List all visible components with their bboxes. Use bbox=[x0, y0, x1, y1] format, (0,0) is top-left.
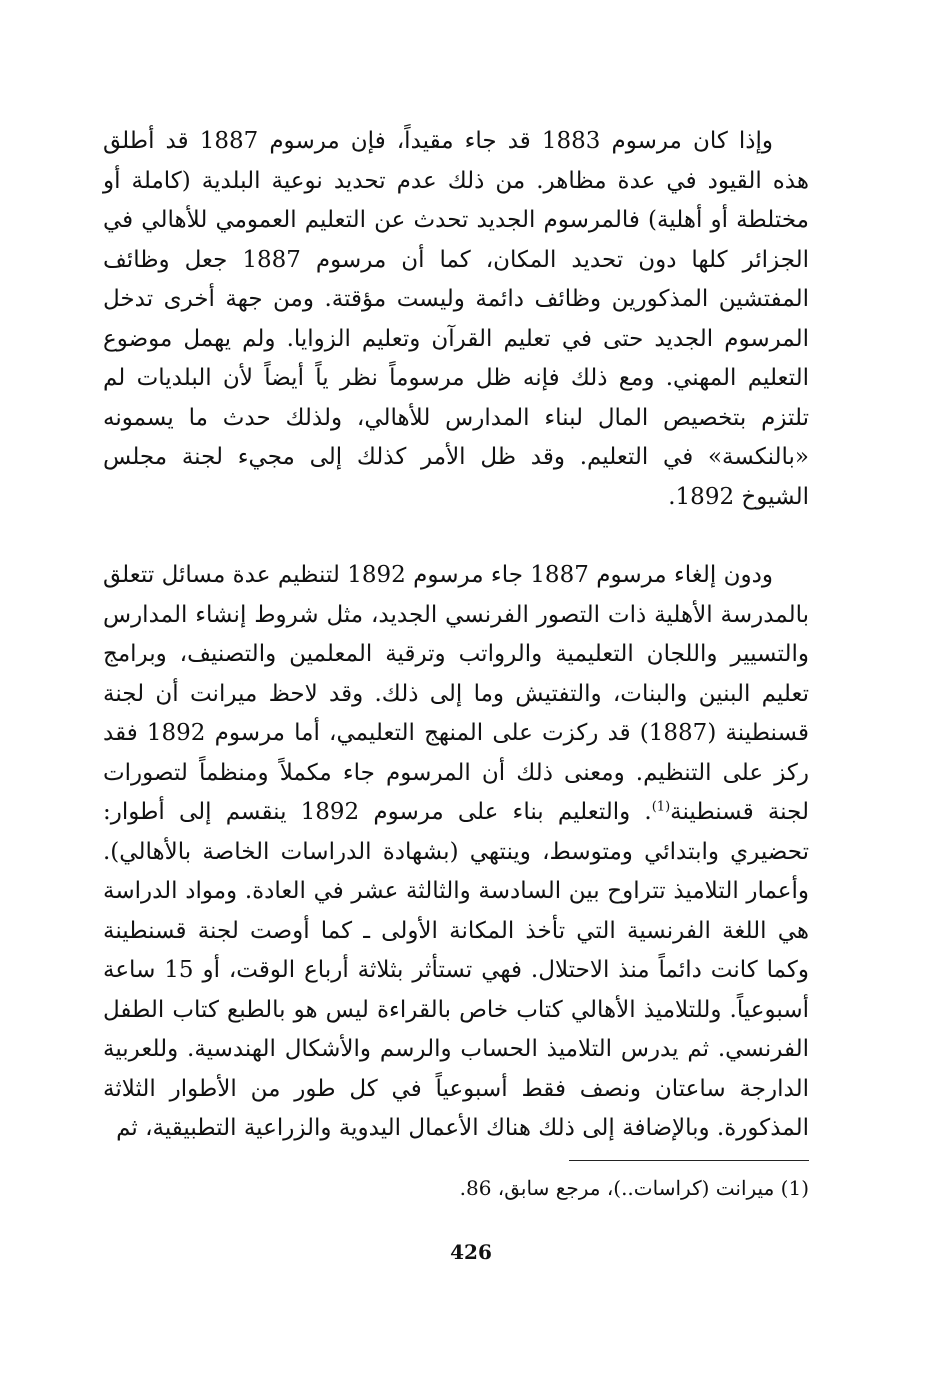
footnote-divider bbox=[569, 1160, 809, 1161]
paragraph-2-text-before-note: ودون إلغاء مرسوم 1887 جاء مرسوم 1892 لتنظيم عدة مسائل تتعلق بالمدرسة الأهلية ذات التصور الفرنسي الجديد، مثل شروط إنشاء المدارس والتسيير واللجان التعليمية والرواتب وترقية المعلمين والتصنيف، وبرامج تعليم البنين والبنات، والتفتيش وما إلى ذلك. وقد لاحظ ميرانت أن لجنة قسنطينة (1887) قد ركزت على المنهج التعليمي، أما مرسوم 1892 فقد ركز على التنظيم. ومعنى ذلك أن المرسوم جاء مكملاً ومنظماً لتصورات لجنة قسنطينة bbox=[103, 562, 809, 825]
page-body bbox=[103, 122, 809, 1149]
paragraph-2 bbox=[103, 556, 809, 1149]
footnote-reference[interactable]: (1) bbox=[651, 799, 671, 815]
paragraph-1: وإذا كان مرسوم 1883 قد جاء مقيداً، فإن مرسوم 1887 قد أطلق هذه القيود في عدة مظاهر. من ذلك عدم تحديد نوعية البلدية (كاملة أو مختلطة أو أهلية) فالمرسوم الجديد تحدث عن التعليم العمومي للأهالي في الجزائر كلها دون تحديد المكان، كما أن مرسوم 1887 جعل وظائف المفتشين المذكورين وظائف دائمة وليست مؤقتة. ومن جهة أخرى تدخل المرسوم الجديد حتى في تعليم القرآن وتعليم الزوايا. ولم يهمل موضوع التعليم المهني. ومع ذلك فإنه ظل مرسوماً نظر ياً أيضاً لأن البلديات لم تلتزم بتخصيص المال لبناء المدارس للأهالي، ولذلك حدث ما يسمونه «بالنكسة» في التعليم. وقد ظل الأمر كذلك إلى مجيء لجنة مجلس الشيوخ 1892. bbox=[103, 128, 809, 510]
page-number: 426 bbox=[450, 1240, 492, 1264]
footnote: (1) ميرانت (كراسات..)، مرجع سابق، 86. bbox=[459, 1176, 809, 1200]
paragraph-2-text-after-note: . والتعليم بناء على مرسوم 1892 ينقسم إلى أطوار: تحضيري وابتدائي ومتوسط، وينتهي (بشهادة الدراسات الخاصة بالأهالي). وأعمار التلاميذ تتراوح بين السادسة والثالثة عشر في العادة. ومواد الدراسة هي اللغة الفرنسية التي تأخذ المكانة الأولى ـ كما أوصت لجنة قسنطينة وكما كانت دائماً منذ الاحتلال. فهي تستأثر بثلاثة أرباع الوقت، أو 15 ساعة أسبوعياً. وللتلاميذ الأهالي كتاب خاص بالقراءة ليس هو بالطبع كتاب الطفل الفرنسي. ثم يدرس التلاميذ الحساب والرسم والأشكال الهندسية. وللعربية الدارجة ساعتان ونصف فقط أسبوعياً في كل طور من الأطوار الثلاثة المذكورة. وبالإضافة إلى ذلك هناك الأعمال اليدوية والزراعية التطبيقية، ثم bbox=[103, 799, 809, 1141]
